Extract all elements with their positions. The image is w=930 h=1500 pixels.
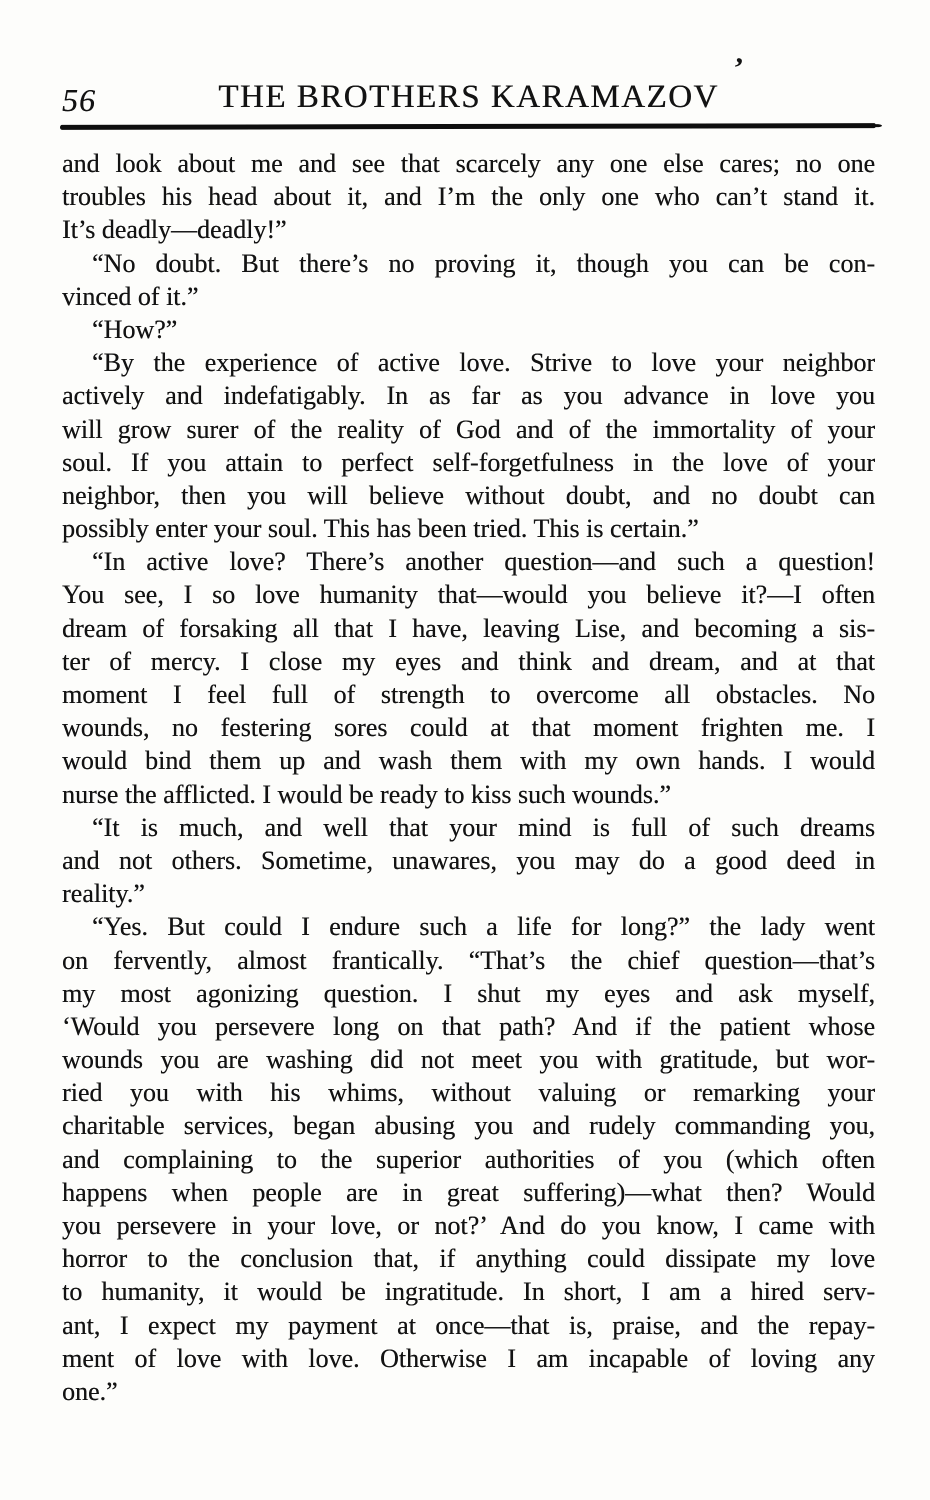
paragraph — [62, 811, 875, 911]
text-line: “How?” — [92, 314, 178, 344]
text-line: wounds you are washing did not meet you with gratitude, but wor- — [62, 1045, 875, 1075]
paragraph — [62, 545, 875, 811]
text-line: “By the experience of active love. Strive to love your neighbor — [92, 348, 875, 378]
text-line: dream of forsaking all that I have, leaving Lise, and becoming a sis- — [62, 613, 875, 643]
text-line: and look about me and see that scarcely any one else cares; no one — [62, 149, 875, 178]
text-line: moment I feel full of strength to overcome all obstacles. No — [62, 680, 875, 709]
text-line: will grow surer of the reality of God and of the immortality of your — [62, 414, 875, 444]
header-rule — [60, 123, 876, 130]
page-body — [62, 147, 875, 1408]
text-line: ‘Would you persevere long on that path? And if the patient whose — [62, 1011, 875, 1041]
text-line: neighbor, then you will believe without doubt, and no doubt can — [62, 480, 875, 510]
text-line: ant, I expect my payment at once—that is, praise, and the repay- — [62, 1310, 875, 1340]
text-line: It’s deadly—deadly!” — [62, 215, 287, 245]
text-line: ried you with his whims, without valuing or remarking your — [62, 1078, 875, 1108]
text-line: and not others. Sometime, unawares, you may do a good deed in — [62, 845, 875, 875]
text-line: happens when people are in great suffering)—what then? Would — [62, 1177, 875, 1207]
text-line: vinced of it.” — [62, 281, 199, 311]
text-line: you persevere in your love, or not?’ And do you know, I came with — [62, 1211, 875, 1240]
running-title: THE BROTHERS KARAMAZOV — [218, 79, 719, 115]
paragraph — [62, 147, 875, 247]
text-line: nurse the afflicted. I would be ready to kiss such wounds.” — [62, 779, 671, 809]
text-line: charitable services, began abusing you and rudely commanding you, — [62, 1111, 875, 1141]
text-line: to humanity, it would be ingratitude. In short, I am a hired serv- — [62, 1277, 875, 1307]
text-line: one.” — [62, 1376, 118, 1406]
text-line: “No doubt. But there’s no proving it, though you can be con- — [92, 248, 875, 278]
paragraph — [62, 910, 875, 1408]
text-line: on fervently, almost frantically. “That’s the chief question—that’s — [62, 945, 875, 975]
text-line: “Yes. But could I endure such a life for long?” the lady went — [92, 912, 875, 942]
text-line: “In active love? There’s another question—and such a question! — [92, 547, 875, 577]
text-line: reality.” — [62, 879, 145, 909]
text-line: my most agonizing question. I shut my eyes and ask myself, — [62, 978, 875, 1008]
text-line: “It is much, and well that your mind is full of such dreams — [92, 812, 875, 842]
text-line: troubles his head about it, and I’m the only one who can’t stand it. — [62, 182, 875, 212]
paragraph — [62, 346, 875, 545]
text-line: possibly enter your soul. This has been tried. This is certain.” — [62, 514, 699, 544]
paragraph — [62, 247, 875, 313]
text-line: ter of mercy. I close my eyes and think and dream, and at that — [62, 646, 875, 676]
text-line: ment of love with love. Otherwise I am incapable of loving any — [62, 1343, 875, 1373]
text-line: would bind them up and wash them with my own hands. I would — [62, 746, 875, 776]
scan-artifact-mark: ’ — [730, 51, 746, 86]
text-line: actively and indefatigably. In as far as you advance in love you — [62, 381, 875, 411]
text-line: soul. If you attain to perfect self-forgetfulness in the love of your — [62, 447, 875, 477]
text-line: and complaining to the superior authorities of you (which often — [62, 1144, 875, 1174]
text-line: horror to the conclusion that, if anything could dissipate my love — [62, 1244, 875, 1274]
text-line: wounds, no festering sores could at that moment frighten me. I — [62, 713, 875, 743]
paragraph — [62, 313, 875, 346]
page-number: 56 — [62, 82, 96, 118]
text-line: You see, I so love humanity that—would you believe it?—I often — [62, 580, 875, 610]
